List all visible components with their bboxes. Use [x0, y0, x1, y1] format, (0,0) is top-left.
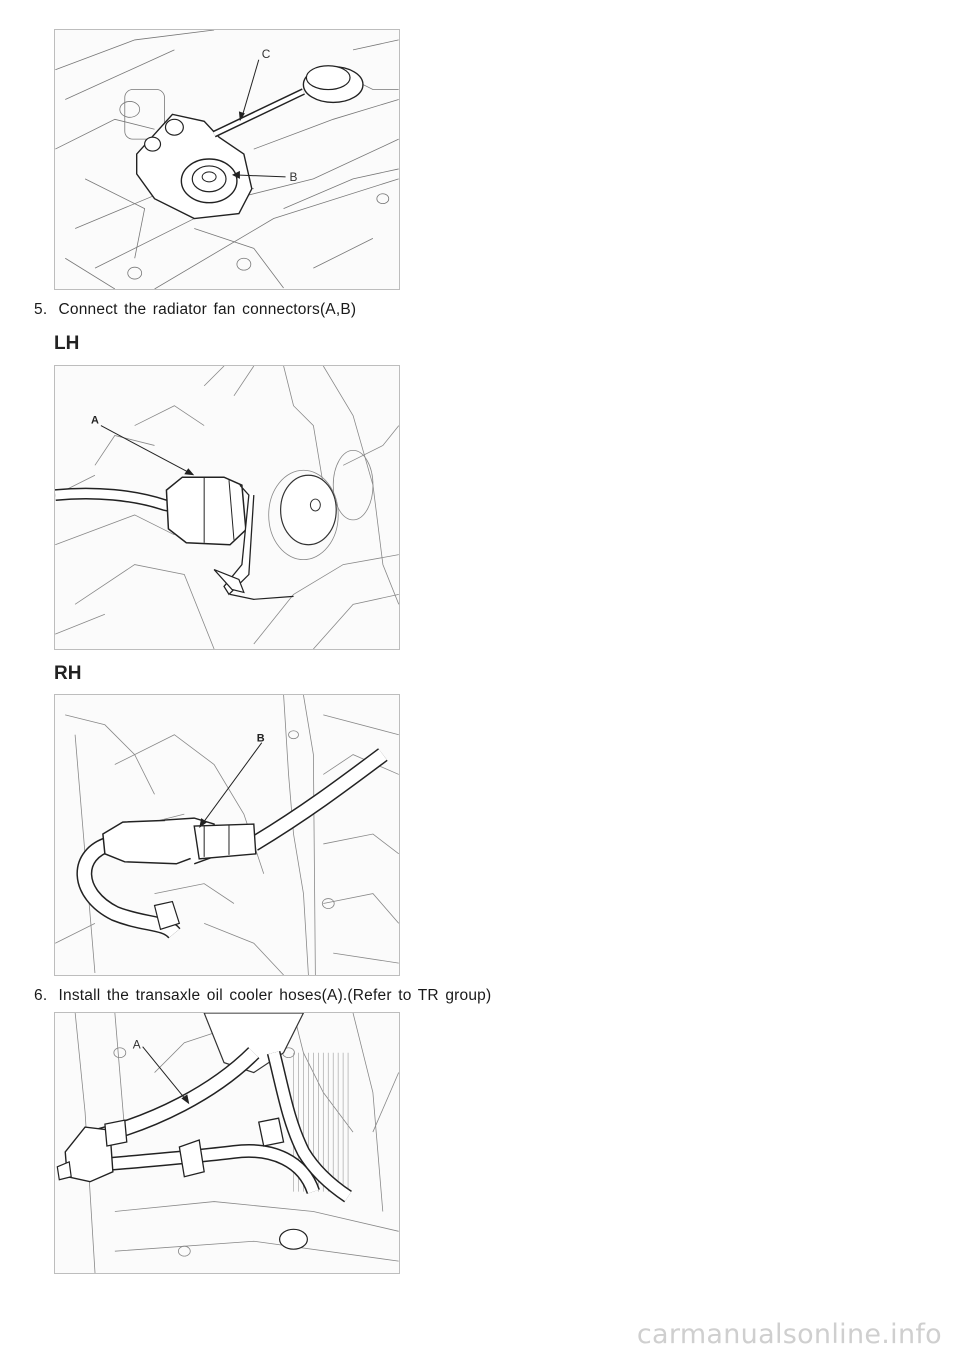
figure-rh-connector-drawing [55, 695, 399, 975]
step-6 [34, 987, 491, 1005]
subheading-lh: LH [54, 333, 80, 354]
step-5-text: Connect the radiator fan connectors(A,B) [58, 301, 357, 318]
step-5 [34, 301, 356, 319]
watermark: carmanualsonline.info [636, 1319, 942, 1350]
label-b: B [256, 732, 265, 745]
label-b: B [289, 169, 298, 184]
subheading-rh: RH [54, 663, 82, 684]
figure-radiator-cap-drawing [55, 30, 399, 289]
label-c: C [261, 46, 271, 61]
step-6-number: 6. [34, 987, 48, 1004]
figure-rh-connector [54, 694, 400, 976]
figure-oil-cooler-hoses [54, 1012, 400, 1274]
figure-lh-connector-drawing [55, 366, 399, 649]
label-a: A [132, 1037, 141, 1052]
figure-radiator-cap [54, 29, 400, 290]
figure-lh-connector [54, 365, 400, 650]
step-5-number: 5. [34, 301, 48, 318]
step-6-text: Install the transaxle oil cooler hoses(A).(Refer to TR group) [58, 987, 492, 1004]
label-a: A [90, 414, 99, 427]
figure-oil-cooler-hoses-drawing [55, 1013, 399, 1273]
